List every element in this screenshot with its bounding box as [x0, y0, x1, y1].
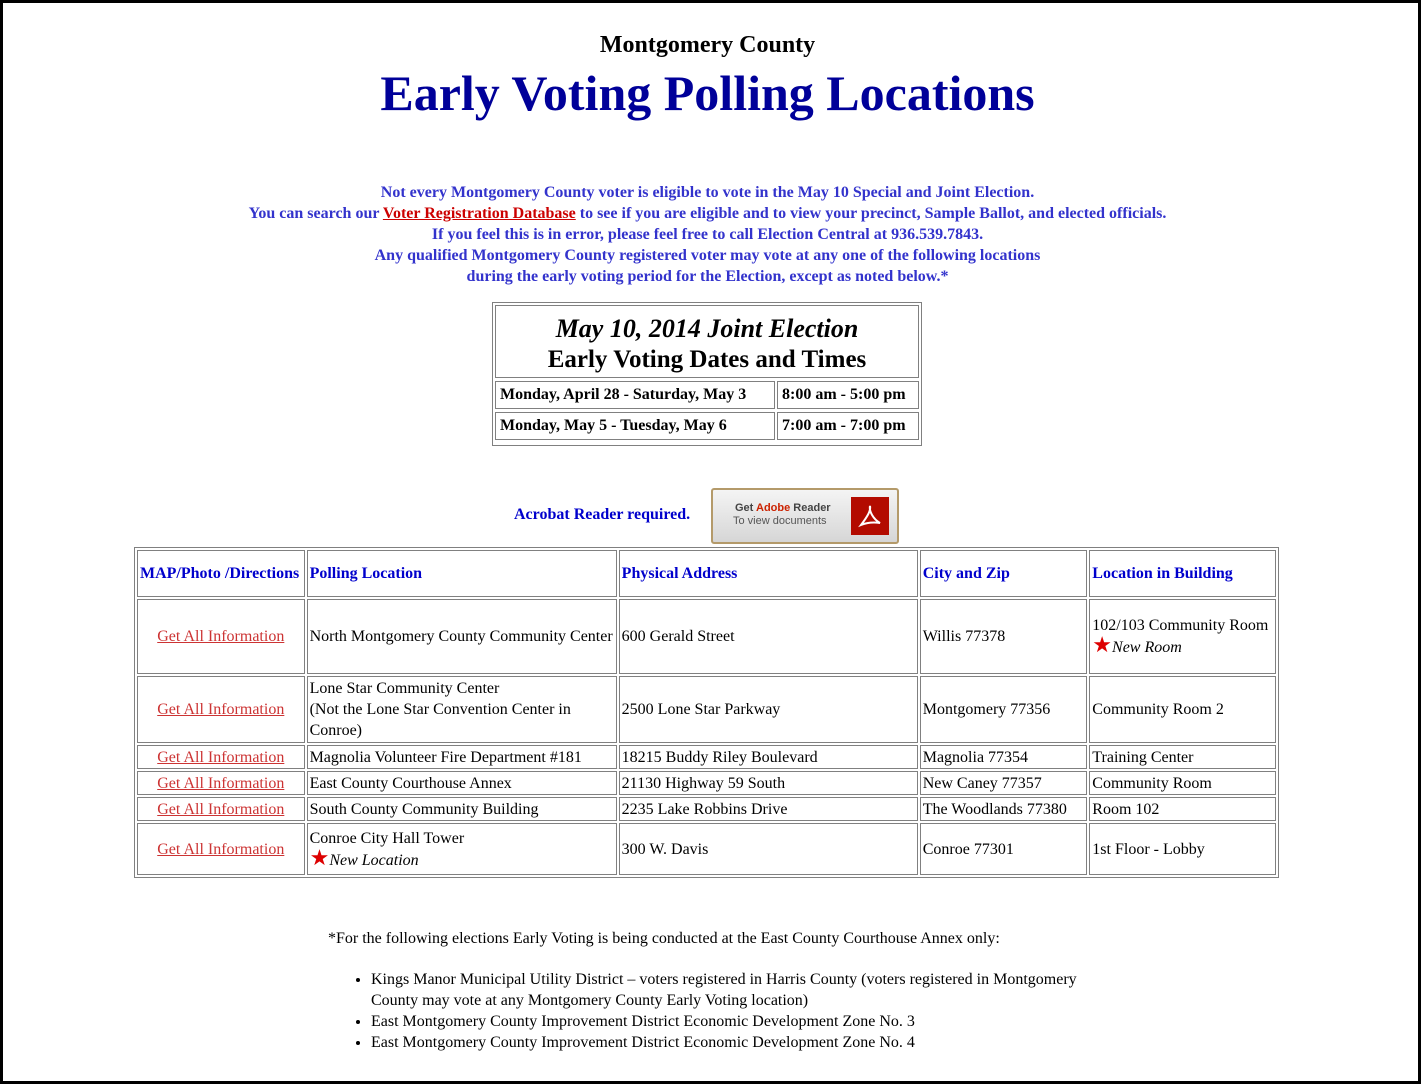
city-cell: Montgomery 77356: [920, 676, 1088, 743]
early-voting-dates-table: [492, 302, 922, 446]
election-title: May 10, 2014 Joint Election: [555, 314, 859, 343]
city-cell: Willis 77378: [920, 599, 1088, 674]
star-icon: ★: [1092, 632, 1113, 657]
table-row: [137, 823, 1276, 875]
location-name: Lone Star Community Center: [309, 680, 500, 697]
city-cell: New Caney 77357: [920, 771, 1088, 795]
address-cell: 300 W. Davis: [619, 823, 918, 875]
dates-days: Monday, April 28 - Saturday, May 3: [495, 381, 775, 409]
building-cell: Room 102: [1089, 797, 1276, 821]
county-heading: Montgomery County: [599, 32, 816, 58]
adobe-button-sublabel: To view documents: [733, 515, 827, 527]
info-cell: [137, 797, 305, 821]
intro-line-2-pre: You can search our: [248, 205, 383, 222]
address-cell: 18215 Buddy Riley Boulevard: [619, 745, 918, 769]
intro-line-3: If you feel this is in error, please feel free to call Election Central at 936.539.7843.: [431, 226, 984, 243]
address-cell: 2500 Lone Star Parkway: [619, 676, 918, 743]
col-header-address: Physical Address: [619, 550, 918, 597]
list-item: • Kings Manor Municipal Utility District – voters registered in Harris County (voters registered in Montgomery County may vote at any Montgomery County Early Voting location): [371, 969, 1091, 1011]
get-all-information-link[interactable]: Get All Information: [157, 701, 285, 718]
col-header-building: Location in Building: [1089, 550, 1276, 597]
city-cell: The Woodlands 77380: [920, 797, 1088, 821]
dates-row: [495, 381, 919, 409]
building-cell: Community Room 2: [1089, 676, 1276, 743]
get-all-information-link[interactable]: Get All Information: [157, 774, 285, 792]
dates-days: Monday, May 5 - Tuesday, May 6: [495, 412, 775, 440]
dates-hours: 7:00 am - 7:00 pm: [777, 412, 919, 440]
dates-subtitle: Early Voting Dates and Times: [547, 346, 867, 373]
get-all-information-link[interactable]: Get All Information: [157, 628, 285, 645]
intro-line-4: Any qualified Montgomery County registered voter may vote at any one of the following locations: [374, 247, 1041, 264]
info-cell: [137, 676, 305, 743]
list-item: • East Montgomery County Improvement District Economic Development Zone No. 3: [371, 1011, 1091, 1032]
list-item: • East Montgomery County Improvement District Economic Development Zone No. 4: [371, 1032, 1091, 1053]
table-row: [137, 771, 1276, 795]
col-header-map: MAP/Photo /Directions: [137, 550, 305, 597]
intro-line-2-post: to see if you are eligible and to view your precinct, Sample Ballot, and elected officials.: [575, 205, 1167, 222]
acrobat-required-text: Acrobat Reader required.: [514, 506, 691, 523]
location-cell: South County Community Building: [307, 797, 617, 821]
intro-line-1: Not every Montgomery County voter is eligible to vote in the May 10 Special and Joint Election.: [380, 184, 1035, 201]
adobe-button-label: [735, 502, 831, 514]
info-cell: [137, 823, 305, 875]
page-title: Early Voting Polling Locations: [380, 65, 1035, 121]
building-cell: [1089, 599, 1276, 674]
get-all-information-link[interactable]: Get All Information: [157, 748, 285, 766]
table-row: [137, 676, 1276, 743]
address-cell: 600 Gerald Street: [619, 599, 918, 674]
building-cell: 1st Floor - Lobby: [1089, 823, 1276, 875]
location-cell: East County Courthouse Annex: [307, 771, 617, 795]
info-cell: [137, 771, 305, 795]
table-header-row: [137, 550, 1276, 597]
table-row: [137, 599, 1276, 674]
info-cell: [137, 599, 305, 674]
get-all-information-link[interactable]: Get All Information: [157, 840, 285, 858]
table-row: [137, 745, 1276, 769]
exception-list: [353, 969, 1091, 1053]
adobe-label-reader: Reader: [790, 502, 831, 514]
dates-header: [495, 305, 919, 378]
info-cell: [137, 745, 305, 769]
address-cell: 21130 Highway 59 South: [619, 771, 918, 795]
pdf-icon: [851, 497, 889, 535]
voter-registration-link[interactable]: Voter Registration Database: [382, 205, 576, 222]
city-cell: Conroe 77301: [920, 823, 1088, 875]
address-cell: 2235 Lake Robbins Drive: [619, 797, 918, 821]
location-subnote: (Not the Lone Star Convention Center in Conroe): [309, 701, 571, 739]
location-cell: Magnolia Volunteer Fire Department #181: [307, 745, 617, 769]
get-all-information-link[interactable]: Get All Information: [157, 800, 285, 818]
get-adobe-reader-button[interactable]: [711, 488, 899, 544]
location-cell: [307, 676, 617, 743]
new-location-label: New Location: [329, 851, 419, 869]
location-cell: [307, 823, 617, 875]
adobe-label-get: Get: [735, 502, 756, 514]
intro-line-2: [0, 203, 1415, 224]
building-cell: Community Room: [1089, 771, 1276, 795]
polling-locations-table: [134, 547, 1279, 878]
dates-hours: 8:00 am - 5:00 pm: [777, 381, 919, 409]
new-location-note: [309, 844, 614, 871]
location-name: Conroe City Hall Tower: [309, 829, 465, 847]
new-room-note: [1092, 632, 1273, 658]
col-header-city: City and Zip: [920, 550, 1088, 597]
intro-line-5: during the early voting period for the Election, except as noted below.*: [466, 268, 949, 285]
new-room-label: New Room: [1112, 639, 1182, 656]
footer-note: *For the following elections Early Voting is being conducted at the East County Courthouse Annex only:: [328, 930, 1000, 947]
star-icon: ★: [309, 844, 330, 870]
city-cell: Magnolia 77354: [920, 745, 1088, 769]
location-cell: North Montgomery County Community Center: [307, 599, 617, 674]
building-cell: Training Center: [1089, 745, 1276, 769]
intro-text: [0, 182, 1415, 287]
table-row: [137, 797, 1276, 821]
adobe-label-brand: Adobe: [756, 502, 791, 514]
dates-row: [495, 412, 919, 440]
col-header-location: Polling Location: [307, 550, 617, 597]
building-text: 102/103 Community Room: [1092, 617, 1269, 634]
